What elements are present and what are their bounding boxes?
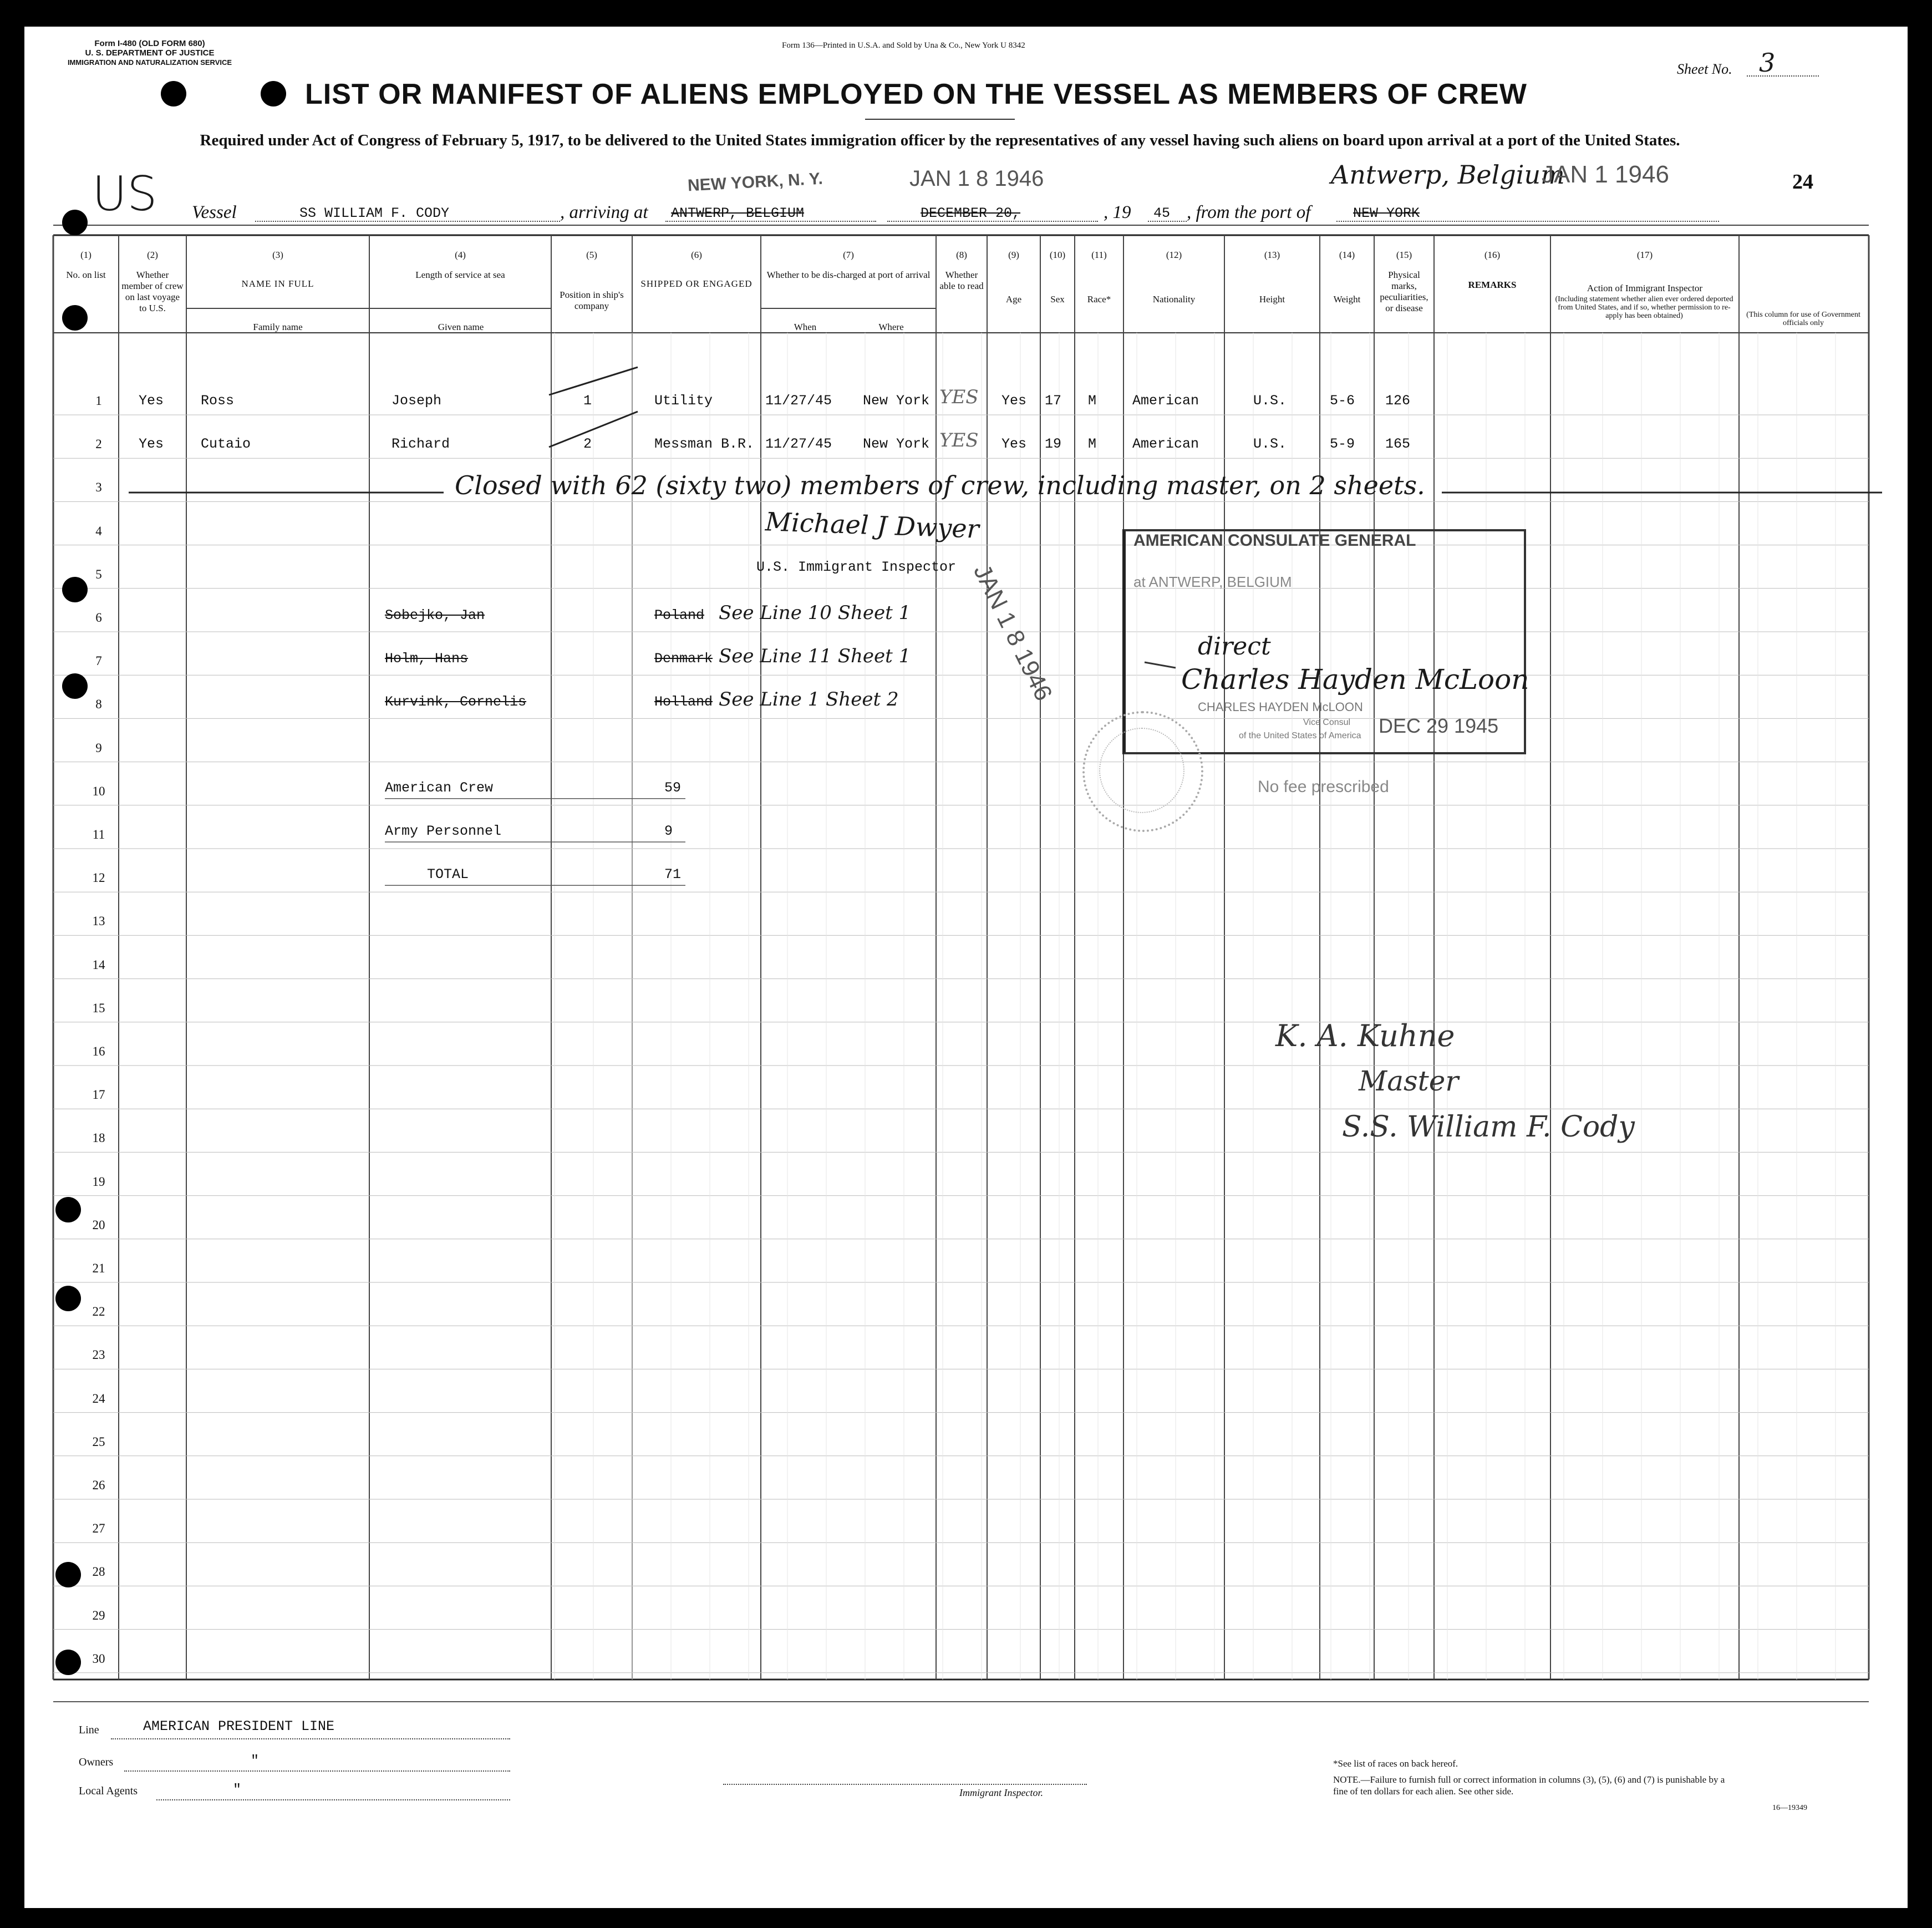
column-label: Sex bbox=[1050, 294, 1065, 305]
owners-label: Owners bbox=[79, 1756, 114, 1768]
crew-nationality: U.S. bbox=[1253, 393, 1287, 409]
owners-underline bbox=[124, 1770, 510, 1772]
vessel-name: SS WILLIAM F. CODY bbox=[299, 205, 450, 221]
column-label: Age bbox=[1005, 294, 1022, 305]
year-underline bbox=[1148, 221, 1187, 222]
row-number: 30 bbox=[92, 1651, 105, 1666]
arriving-label: , arriving at bbox=[560, 202, 648, 222]
row-number: 12 bbox=[92, 871, 105, 885]
column-number: (4) bbox=[455, 250, 466, 260]
column-number: (6) bbox=[691, 250, 702, 260]
consulate-heading: AMERICAN CONSULATE GENERAL bbox=[1133, 531, 1416, 550]
row-number: 28 bbox=[92, 1565, 105, 1579]
struck-name: Holm, Hans bbox=[385, 651, 469, 667]
column-number: (8) bbox=[956, 250, 967, 260]
form-code: 16—19349 bbox=[1772, 1804, 1807, 1812]
column-number: (3) bbox=[272, 250, 283, 260]
master-signature: K. A. Kuhne bbox=[1275, 1018, 1455, 1053]
inspector-label: Immigrant Inspector. bbox=[959, 1787, 1043, 1798]
row-number: 9 bbox=[95, 740, 102, 755]
crew-sex: M bbox=[1088, 393, 1097, 409]
owners-value: " bbox=[251, 1753, 260, 1769]
consul-title: Vice Consul bbox=[1303, 718, 1351, 727]
arriving-port-struck: ANTWERP, BELGIUM bbox=[671, 205, 805, 221]
crew-service: 1 bbox=[583, 393, 592, 409]
row-number: 24 bbox=[92, 1391, 105, 1406]
consul-of-line: of the United States of America bbox=[1239, 731, 1361, 740]
row-number: 11 bbox=[92, 828, 105, 841]
date-underline bbox=[887, 221, 1098, 222]
row-number: 4 bbox=[95, 524, 102, 538]
struck-country: Holland bbox=[654, 694, 713, 711]
arrival-date-stamp: JAN 1 8 1946 bbox=[909, 166, 1044, 191]
printer-note: Form 136—Printed in U.S.A. and Sold by Una & Co., New York U 8342 bbox=[782, 41, 1025, 50]
crew-last-voyage: Yes bbox=[139, 436, 164, 453]
crew-discharge: YES bbox=[939, 386, 979, 408]
column-number: (1) bbox=[80, 250, 91, 260]
row-number: 16 bbox=[92, 1044, 105, 1058]
column-label: Length of service at sea bbox=[415, 270, 505, 280]
consular-seal-inner bbox=[1099, 728, 1184, 813]
row-number: 23 bbox=[92, 1348, 105, 1362]
agents-value: " bbox=[233, 1782, 242, 1798]
inspector-signature: Michael J Dwyer bbox=[765, 506, 980, 544]
crew-weight: 165 bbox=[1385, 436, 1411, 453]
row-number: 29 bbox=[92, 1608, 105, 1622]
action-note: (This column for use of Government officials only bbox=[1746, 311, 1860, 327]
remarks-note: (Including statement whether alien ever ordered deported from United States, and if so, whether permission to re-apply has been obtained) bbox=[1555, 295, 1733, 320]
column-label: Physical marks, peculiarities, or disease bbox=[1380, 270, 1428, 313]
column-label: Position in ship's company bbox=[560, 290, 624, 311]
crew-when: 11/27/45 bbox=[765, 436, 832, 453]
column-number: (12) bbox=[1166, 250, 1182, 260]
column-label: NAME IN FULL bbox=[241, 278, 314, 289]
sheet-underline bbox=[1747, 75, 1819, 77]
column-number: (16) bbox=[1484, 250, 1501, 260]
crew-given: Joseph bbox=[392, 393, 442, 409]
column-label: Height bbox=[1259, 294, 1285, 305]
agents-label: Local Agents bbox=[79, 1785, 138, 1797]
crew-position: Utility bbox=[654, 393, 713, 409]
crew-nationality: U.S. bbox=[1253, 436, 1287, 453]
crew-given: Richard bbox=[392, 436, 450, 453]
form-number: Form I-480 (OLD FORM 680) bbox=[94, 39, 205, 48]
note-text: —Failure to furnish full or correct information in columns (3), (5), (6) and (7) is punishable by a fine of ten dollars for each alien. See other side. bbox=[1333, 1774, 1725, 1797]
row-number: 2 bbox=[95, 437, 102, 451]
row-number: 18 bbox=[92, 1131, 105, 1145]
crew-where: New York bbox=[863, 436, 930, 453]
departure-date-stamp: JAN 1 1946 bbox=[1542, 161, 1669, 188]
arrival-port-stamp: NEW YORK, N. Y. bbox=[687, 169, 823, 195]
crew-read: Yes bbox=[1001, 393, 1027, 409]
note-label: NOTE. bbox=[1333, 1774, 1361, 1785]
column-label: Weight bbox=[1333, 294, 1361, 305]
row-number: 15 bbox=[92, 1001, 105, 1015]
closing-note: Closed with 62 (sixty two) members of crew, including master, on 2 sheets. bbox=[455, 470, 1425, 500]
row-number: 19 bbox=[92, 1174, 105, 1189]
crew-weight: 126 bbox=[1385, 393, 1411, 409]
crew-position: Messman B.R. bbox=[654, 436, 755, 453]
column-number: (9) bbox=[1008, 250, 1019, 260]
row-number: 7 bbox=[95, 654, 102, 668]
punch-hole bbox=[261, 81, 286, 106]
crew-family: Cutaio bbox=[201, 436, 251, 453]
row-number: 14 bbox=[92, 957, 105, 972]
row-number: 10 bbox=[92, 784, 105, 798]
from-port-struck: NEW YORK bbox=[1353, 205, 1420, 221]
column-label: Race* bbox=[1087, 294, 1111, 305]
punch-hole bbox=[161, 81, 186, 106]
struck-country: Denmark bbox=[654, 651, 713, 667]
from-port-label: , from the port of bbox=[1187, 202, 1311, 222]
form-header bbox=[44, 39, 255, 67]
line-label: Line bbox=[79, 1724, 99, 1736]
sheet-number: 3 bbox=[1759, 48, 1776, 78]
inspector-signature-line bbox=[723, 1784, 1087, 1785]
crew-age: 19 bbox=[1045, 436, 1062, 453]
vessel-label: Vessel bbox=[192, 202, 237, 222]
master-title: Master bbox=[1359, 1065, 1459, 1097]
punch-hole bbox=[62, 673, 88, 699]
struck-note: See Line 11 Sheet 1 bbox=[719, 645, 911, 668]
crew-sex: M bbox=[1088, 436, 1097, 453]
family-name-header: Family name bbox=[253, 322, 303, 332]
row-number: 20 bbox=[92, 1217, 105, 1232]
row-number: 6 bbox=[95, 611, 102, 625]
punch-hole bbox=[62, 305, 88, 331]
consulate-location: at ANTWERP, BELGIUM bbox=[1133, 574, 1292, 590]
column-label: No. on list bbox=[66, 270, 106, 280]
column-label: Whether member of crew on last voyage to U.S. bbox=[121, 270, 184, 313]
row-number: 13 bbox=[92, 914, 105, 929]
crew-family: Ross bbox=[201, 393, 235, 409]
department-name: U. S. DEPARTMENT OF JUSTICE bbox=[85, 48, 215, 58]
inspector-date-stamp: JAN 1 8 1946 bbox=[968, 560, 1057, 706]
row-number: 8 bbox=[95, 697, 102, 712]
handwritten-us: US bbox=[92, 166, 157, 222]
column-label: Nationality bbox=[1152, 294, 1196, 305]
crew-discharge: YES bbox=[939, 429, 979, 452]
column-number: (5) bbox=[586, 250, 597, 260]
column-number: (15) bbox=[1396, 250, 1412, 260]
column-label: Whether to be dis-charged at port of arrival bbox=[766, 270, 931, 280]
row-number: 3 bbox=[95, 480, 102, 495]
manifest-subtitle: Required under Act of Congress of February 5, 1917, to be delivered to the United States immigration officer by the representatives of any vessel having such aliens on board upon arrival at a port of the United States. bbox=[200, 131, 1680, 149]
column-number: (13) bbox=[1264, 250, 1280, 260]
column-number: (14) bbox=[1339, 250, 1355, 260]
consulate-date: DEC 29 1945 bbox=[1379, 714, 1499, 737]
column-number: (10) bbox=[1049, 250, 1066, 260]
punch-hole bbox=[62, 210, 88, 235]
from-port-handwritten: Antwerp, Belgium bbox=[1331, 160, 1565, 190]
row-number: 5 bbox=[95, 567, 102, 581]
races-note: *See list of races on back hereof. bbox=[1333, 1758, 1458, 1769]
crew-service: 2 bbox=[583, 436, 592, 453]
title-rule bbox=[865, 119, 1015, 120]
column-number: (7) bbox=[843, 250, 854, 260]
crew-when: 11/27/45 bbox=[765, 393, 832, 409]
corner-number: 24 bbox=[1792, 170, 1813, 194]
crew-race: American bbox=[1132, 393, 1199, 409]
when-header: When bbox=[794, 322, 817, 332]
given-name-header: Given name bbox=[438, 322, 484, 332]
year-label: , 19 bbox=[1104, 202, 1131, 222]
service-name: IMMIGRATION AND NATURALIZATION SERVICE bbox=[67, 58, 232, 67]
manifest-title: LIST OR MANIFEST OF ALIENS EMPLOYED ON THE VESSEL AS MEMBERS OF CREW bbox=[305, 78, 1527, 110]
crew-age: 17 bbox=[1045, 393, 1062, 409]
where-header: Where bbox=[878, 322, 904, 332]
inspector-title: U.S. Immigrant Inspector bbox=[756, 559, 957, 575]
column-label: SHIPPED OR ENGAGED bbox=[640, 278, 753, 289]
crew-height: 5-6 bbox=[1330, 393, 1355, 409]
date-typed-struck: DECEMBER 20, bbox=[921, 205, 1021, 221]
consulate-handwritten: direct bbox=[1198, 632, 1271, 661]
column-number: (2) bbox=[147, 250, 158, 260]
crew-height: 5-9 bbox=[1330, 436, 1355, 453]
column-number: (17) bbox=[1636, 250, 1653, 260]
column-number: (11) bbox=[1091, 250, 1107, 260]
master-vessel: S.S. William F. Cody bbox=[1342, 1110, 1635, 1144]
total-value: 59 bbox=[664, 779, 682, 796]
agents-underline bbox=[156, 1799, 510, 1800]
total-label: American Crew bbox=[385, 779, 494, 796]
year-value: 45 bbox=[1153, 205, 1171, 221]
line-value: AMERICAN PRESIDENT LINE bbox=[143, 1718, 335, 1734]
consul-name-printed: CHARLES HAYDEN McLOON bbox=[1198, 700, 1363, 714]
total-label: Army Personnel bbox=[385, 823, 502, 839]
fee-note: No fee prescribed bbox=[1258, 778, 1389, 796]
row-number: 26 bbox=[92, 1478, 105, 1492]
total-label: TOTAL bbox=[427, 866, 469, 883]
fine-note bbox=[1333, 1774, 1732, 1797]
row-number: 17 bbox=[92, 1088, 105, 1102]
row-number: 25 bbox=[92, 1434, 105, 1449]
total-value: 9 bbox=[664, 823, 673, 839]
consul-signature: Charles Hayden McLoon bbox=[1181, 663, 1529, 696]
total-value: 71 bbox=[664, 866, 682, 883]
crew-read: Yes bbox=[1001, 436, 1027, 453]
struck-name: Kurvink, Cornelis bbox=[385, 694, 527, 711]
struck-note: See Line 1 Sheet 2 bbox=[719, 688, 899, 711]
column-label: Whether able to read bbox=[939, 270, 984, 291]
crew-where: New York bbox=[863, 393, 930, 409]
row-number: 22 bbox=[92, 1305, 105, 1319]
row-number: 27 bbox=[92, 1521, 105, 1536]
struck-note: See Line 10 Sheet 1 bbox=[719, 602, 911, 624]
struck-country: Poland bbox=[654, 607, 705, 623]
column-label: Action of Immigrant Inspector bbox=[1587, 283, 1703, 293]
crew-last-voyage: Yes bbox=[139, 393, 164, 409]
crew-race: American bbox=[1132, 436, 1199, 453]
row-number: 1 bbox=[95, 394, 102, 408]
struck-name: Sobejko, Jan bbox=[385, 607, 485, 623]
sheet-label: Sheet No. bbox=[1677, 61, 1732, 77]
row-number: 21 bbox=[92, 1261, 105, 1275]
line-underline bbox=[111, 1738, 510, 1739]
column-label: REMARKS bbox=[1468, 280, 1517, 290]
